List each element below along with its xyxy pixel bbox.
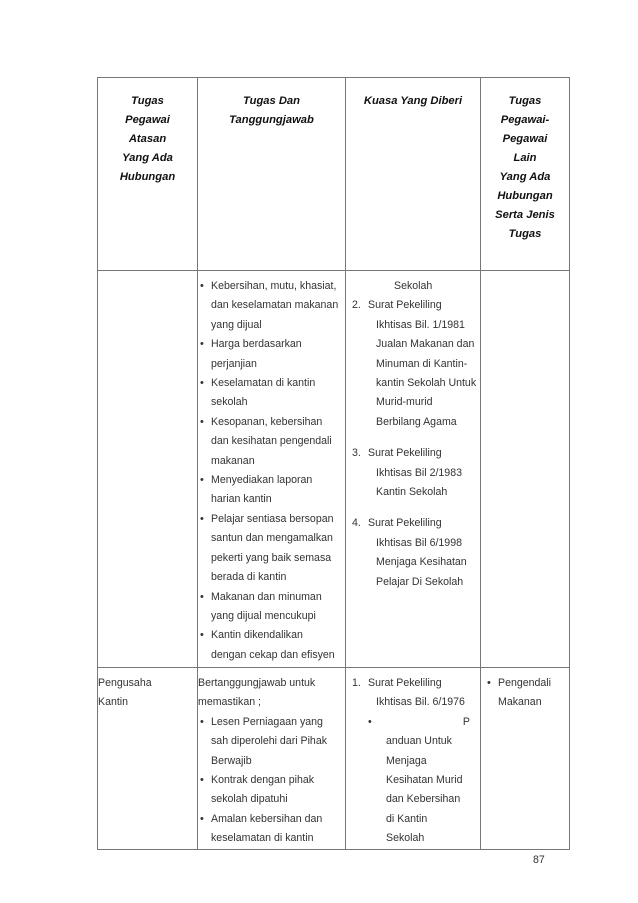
numbered-item [346, 296, 480, 432]
list-item-line: Makanan [498, 696, 542, 709]
header-text: Tugas [508, 228, 542, 240]
item-line: Ikhtisas Bil 2/1983 [376, 466, 462, 479]
header-cell-2 [198, 78, 346, 271]
list-item-line: perjanjian [211, 357, 257, 370]
item-body [364, 514, 480, 592]
item-line: Berbilang Agama [376, 415, 457, 428]
row1-col4 [481, 271, 570, 668]
bullet-line: dan Kebersihan [386, 793, 461, 806]
list-item-line: • Pelajar sentiasa bersopan [211, 512, 334, 525]
item-number: 1. [352, 677, 361, 689]
bullet-line: di Kantin [386, 812, 428, 825]
header-text: Lain [513, 152, 537, 164]
header-text: Tugas Dan [243, 95, 300, 107]
page-number: 87 [533, 854, 545, 866]
item-line: Pelajar Di Sekolah [376, 575, 464, 588]
header-cell-4 [481, 78, 570, 271]
header-text: Yang Ada [499, 171, 551, 183]
item-number: 2. [352, 299, 361, 312]
item-line: Ikhtisas Bil. 6/1976 [376, 696, 465, 709]
list-item-line: • Keselamatan di kantin [211, 377, 316, 390]
row2-col2 [198, 668, 346, 850]
header-cell-1 [98, 78, 198, 271]
item-line: Surat Pekeliling [368, 677, 442, 689]
numbered-item [346, 514, 480, 592]
list-item [198, 335, 345, 374]
list-item-line: yang dijual [211, 318, 262, 331]
row2-col3 [346, 668, 481, 850]
list-item-line: • Kesopanan, kebersihan [211, 415, 323, 428]
table-row [98, 668, 570, 850]
list-item [198, 810, 345, 849]
list-item-line: • Makanan dan minuman [211, 590, 322, 603]
row2-col4 [481, 668, 570, 850]
bullet-line: Sekolah [386, 832, 425, 845]
list-item-line: • Pengendali [498, 677, 552, 689]
list-item-line: • Kebersihan, mutu, khasiat, [211, 280, 337, 292]
list-item-line: harian kantin [211, 493, 272, 506]
bullet-line: Menjaga [386, 754, 427, 767]
row1-col3 [346, 271, 481, 668]
header-text: Serta Jenis [495, 209, 555, 221]
item-body [364, 296, 480, 432]
bullet-line: anduan Untuk [386, 735, 452, 748]
cell-line: Kantin [98, 696, 129, 709]
list-item-line: santun dan mengamalkan [211, 532, 333, 545]
item-line: Murid-murid [376, 396, 433, 409]
list-item-line: makanan [211, 454, 255, 467]
list-item [198, 588, 345, 627]
list-item [198, 626, 345, 665]
list-item-line: sekolah [211, 396, 248, 409]
list-item-line: • Menyediakan laporan [211, 474, 313, 487]
list-item-line: sah diperolehi dari Pihak [211, 735, 328, 748]
row1-col2 [198, 271, 346, 668]
numbered-item [346, 444, 480, 502]
item-line: Minuman di Kantin- [376, 357, 468, 370]
item-line: Menjaga Kesihatan [376, 556, 467, 569]
spacer [346, 502, 480, 514]
header-text: Tugas [131, 95, 164, 107]
main-table [97, 77, 570, 850]
item-line: Ikhtisas Bil 6/1998 [376, 536, 462, 549]
bullet-icon: • [368, 715, 372, 728]
header-cell-3 [346, 78, 481, 271]
header-text: Tugas [508, 95, 542, 107]
list-item-line: dan kesihatan pengendali [211, 435, 332, 448]
header-text: Atasan [128, 133, 167, 145]
header-text: Hubungan [119, 171, 176, 183]
list-item-line: • Kantin dikendalikan [211, 629, 303, 642]
item-line: Kantin Sekolah [376, 486, 448, 499]
header-text: Pegawai [502, 133, 548, 145]
list-item-line: • Lesen Perniagaan yang [211, 715, 323, 728]
list-item-line: • Kontrak dengan pihak [211, 774, 315, 787]
list-item-line: sekolah dipatuhi [211, 793, 288, 806]
header-row [98, 78, 570, 271]
spacer [346, 432, 480, 444]
list-item [198, 771, 345, 810]
header-text: Hubungan [497, 190, 553, 202]
item-line: Jualan Makanan dan [376, 338, 475, 351]
row2-col3-item [346, 674, 480, 713]
list-item [198, 413, 345, 471]
header-text: Pegawai [125, 114, 170, 126]
list-item-line: • Amalan kebersihan dan [211, 812, 323, 825]
list-item-line: dan keselamatan makanan [211, 299, 339, 312]
header-text: Pegawai- [500, 114, 550, 126]
list-item-line: yang dijual mencukupi [211, 609, 316, 622]
list-item [198, 713, 345, 771]
list-item [198, 510, 345, 588]
list-item-line: berada di kantin [211, 571, 287, 584]
bullet-first: P [462, 715, 470, 728]
list-item [485, 674, 569, 713]
list-item [198, 471, 345, 510]
list-item-line: pekerti yang baik semasa [211, 551, 332, 564]
item-number: 3. [352, 447, 361, 460]
row2-col3-bullet [346, 713, 480, 849]
item-body [364, 444, 480, 502]
list-item-line: Berwajib [211, 754, 252, 767]
intro-line: memastikan ; [198, 696, 261, 709]
list-item [198, 277, 345, 335]
item-line: Ikhtisas Bil. 1/1981 [376, 318, 465, 331]
row1-col3-lead: Sekolah [394, 280, 433, 292]
intro-line: Bertanggungjawab untuk [198, 677, 316, 689]
item-number: 4. [352, 517, 361, 530]
cell-line: Pengusaha [98, 677, 152, 689]
item-line: Surat Pekeliling [368, 299, 442, 312]
header-text: Kuasa Yang Diberi [363, 95, 463, 107]
row2-col1 [98, 668, 198, 850]
header-text: Yang Ada [122, 152, 173, 164]
header-text: Tanggungjawab [229, 114, 314, 126]
list-item-line: • Harga berdasarkan [211, 338, 302, 351]
row1-col1 [98, 271, 198, 668]
item-line: kantin Sekolah Untuk [376, 377, 477, 390]
item-line: Surat Pekeliling [368, 517, 442, 530]
table-row [98, 271, 570, 668]
list-item [198, 374, 345, 413]
item-line: Surat Pekeliling [368, 447, 442, 460]
list-item-line: keselamatan di kantin [211, 832, 314, 845]
bullet-line: Kesihatan Murid [386, 774, 463, 787]
list-item-line: dengan cekap dan efisyen [211, 648, 335, 661]
